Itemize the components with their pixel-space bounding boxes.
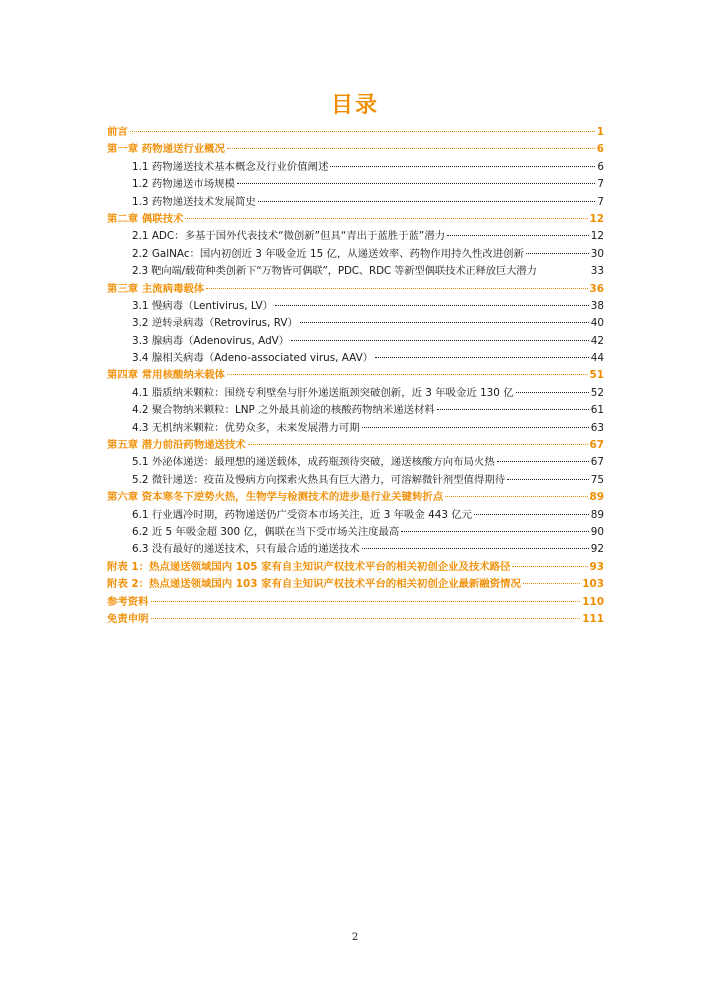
toc-entry-title: 3.2 逆转录病毒（Retrovirus, RV） — [132, 317, 298, 330]
toc-entry-title: 2.3 靶向端/载荷种类创新下“万物皆可偶联”，PDC、RDC 等新型偶联技术正释放巨大潜力 — [132, 265, 537, 278]
toc-entry-title: 6.2 近 5 年吸金超 300 亿，偶联在当下受市场关注度最高 — [132, 525, 400, 538]
toc-entry-title: 1.2 药物递送市场规模 — [132, 178, 235, 191]
table-of-contents — [107, 124, 604, 628]
toc-title: 目录 — [330, 93, 379, 118]
toc-entry-title: 3.1 慢病毒（Lentivirus, LV） — [132, 299, 273, 312]
toc-leader-dots — [275, 305, 589, 306]
toc-section-entry[interactable] — [107, 472, 604, 489]
toc-entry-title: 2.1 ADC：多基于国外代表技术“微创新”但具“青出于蓝胜于蓝”潜力 — [132, 230, 446, 243]
toc-section-entry[interactable] — [107, 333, 604, 350]
toc-leader-dots — [447, 235, 589, 236]
toc-chapter-entry[interactable] — [107, 281, 604, 298]
toc-entry-title: 2.2 GalNAc：国内初创近 3 年吸金近 15 亿，从递送效率、药物作用持久性改进创新 — [132, 247, 524, 260]
toc-section-entry[interactable] — [107, 176, 604, 193]
toc-entry-title: 第三章 主流病毒载体 — [107, 282, 205, 295]
toc-leader-dots — [507, 479, 589, 480]
toc-entry-title: 4.2 聚合物纳米颗粒：LNP 之外最具前途的核酸药物纳米递送材料 — [132, 404, 435, 417]
toc-entry-page: 52 — [590, 386, 604, 399]
toc-chapter-entry[interactable] — [107, 576, 604, 593]
toc-entry-page: 67 — [590, 456, 604, 469]
toc-entry-title: 前言 — [107, 126, 128, 138]
toc-entry-title: 4.3 无机纳米颗粒：优势众多，未来发展潜力可期 — [132, 421, 360, 434]
toc-entry-page: 44 — [590, 352, 604, 365]
toc-entry-page: 90 — [590, 525, 604, 538]
toc-entry-page: 51 — [589, 369, 604, 382]
toc-entry-page: 12 — [589, 212, 604, 225]
toc-section-entry[interactable] — [107, 263, 604, 280]
toc-section-entry[interactable] — [107, 454, 604, 471]
toc-section-entry[interactable] — [107, 194, 604, 211]
toc-entry-page: 93 — [589, 560, 604, 573]
toc-leader-dots — [151, 601, 581, 602]
toc-entry-title: 第四章 常用核酸纳米载体 — [107, 369, 225, 382]
toc-leader-dots — [512, 566, 587, 567]
toc-leader-dots — [526, 253, 589, 254]
toc-entry-page: 33 — [590, 265, 604, 278]
toc-leader-dots — [185, 218, 587, 219]
toc-section-entry[interactable] — [107, 315, 604, 332]
toc-entry-page: 40 — [590, 317, 604, 330]
toc-leader-dots — [523, 583, 580, 584]
toc-entry-title: 6.1 行业遇冷时期，药物递送仍广受资本市场关注，近 3 年吸金 443 亿元 — [132, 508, 473, 521]
toc-chapter-entry[interactable] — [107, 141, 604, 158]
toc-entry-title: 6.3 没有最好的递送技术，只有最合适的递送技术 — [132, 543, 360, 556]
toc-entry-title: 3.4 腺相关病毒（Adeno-associated virus, AAV） — [132, 352, 374, 365]
toc-entry-page: 89 — [590, 508, 604, 521]
page-number: 2 — [351, 932, 359, 943]
toc-section-entry[interactable] — [107, 402, 604, 419]
toc-entry-page: 63 — [590, 421, 604, 434]
toc-section-entry[interactable] — [107, 507, 604, 524]
toc-entry-page: 38 — [590, 299, 604, 312]
toc-leader-dots — [291, 340, 589, 341]
toc-entry-title: 3.3 腺病毒（Adenovirus, AdV） — [132, 334, 290, 347]
toc-leader-dots — [330, 166, 595, 167]
toc-entry-title: 附表 2：热点递送领域国内 103 家有自主知识产权技术平台的相关初创企业最新融资情况 — [107, 578, 521, 591]
toc-chapter-entry[interactable] — [107, 489, 604, 506]
toc-entry-title: 参考资料 — [107, 595, 149, 608]
toc-chapter-entry[interactable] — [107, 611, 604, 628]
toc-chapter-entry[interactable] — [107, 437, 604, 454]
toc-chapter-entry[interactable] — [107, 559, 604, 576]
toc-entry-title: 1.3 药物递送技术发展简史 — [132, 195, 256, 208]
toc-entry-page: 67 — [589, 439, 604, 452]
toc-leader-dots — [474, 514, 589, 515]
toc-entry-page: 12 — [590, 230, 604, 243]
toc-leader-dots — [497, 461, 589, 462]
toc-entry-title: 第一章 药物递送行业概况 — [107, 143, 225, 156]
toc-entry-page: 103 — [582, 578, 604, 591]
toc-leader-dots — [130, 131, 595, 132]
toc-entry-title: 5.2 微针递送：疫苗及慢病方向探索火热具有巨大潜力，可溶解微针剂型值得期待 — [132, 473, 506, 486]
toc-chapter-entry[interactable] — [107, 124, 604, 141]
toc-section-entry[interactable] — [107, 350, 604, 367]
toc-entry-page: 75 — [590, 473, 604, 486]
toc-entry-page: 61 — [590, 404, 604, 417]
toc-leader-dots — [362, 427, 589, 428]
toc-entry-page: 7 — [597, 195, 604, 208]
toc-entry-page: 1 — [596, 126, 604, 138]
toc-section-entry[interactable] — [107, 385, 604, 402]
toc-entry-page: 92 — [590, 543, 604, 556]
toc-leader-dots — [227, 148, 595, 149]
toc-leader-dots — [227, 374, 588, 375]
toc-entry-page: 7 — [597, 178, 604, 191]
toc-entry-title: 1.1 药物递送技术基本概念及行业价值阐述 — [132, 160, 329, 173]
toc-leader-dots — [248, 444, 588, 445]
toc-leader-dots — [362, 548, 589, 549]
toc-entry-page: 42 — [590, 334, 604, 347]
toc-entry-page: 110 — [582, 595, 604, 608]
toc-section-entry[interactable] — [107, 420, 604, 437]
toc-entry-title: 4.1 脂质纳米颗粒：围绕专利壁垒与肝外递送瓶颈突破创新，近 3 年吸金近 130 亿 — [132, 386, 514, 399]
toc-entry-page: 6 — [596, 143, 604, 156]
toc-chapter-entry[interactable] — [107, 594, 604, 611]
toc-entry-page: 30 — [590, 247, 604, 260]
toc-entry-page: 111 — [582, 612, 604, 625]
toc-entry-page: 36 — [589, 282, 604, 295]
toc-leader-dots — [516, 392, 589, 393]
toc-entry-title: 第六章 资本寒冬下逆势火热，生物学与检测技术的进步是行业关键转折点 — [107, 491, 444, 504]
toc-entry-title: 免责申明 — [107, 612, 149, 625]
toc-leader-dots — [206, 288, 587, 289]
toc-entry-title: 第二章 偶联技术 — [107, 212, 184, 225]
toc-entry-title: 5.1 外泌体递送：最理想的递送载体，成药瓶颈待突破，递送核酸方向布局火热 — [132, 456, 495, 469]
toc-leader-dots — [401, 531, 588, 532]
toc-entry-page: 6 — [597, 160, 604, 173]
toc-leader-dots — [237, 183, 595, 184]
toc-section-entry[interactable] — [107, 298, 604, 315]
toc-entry-title: 附表 1：热点递送领域国内 105 家有自主知识产权技术平台的相关初创企业及技术路径 — [107, 560, 511, 573]
toc-leader-dots — [445, 496, 587, 497]
toc-section-entry[interactable] — [107, 541, 604, 558]
toc-leader-dots — [300, 322, 589, 323]
toc-section-entry[interactable] — [107, 246, 604, 263]
toc-section-entry[interactable] — [107, 228, 604, 245]
toc-chapter-entry[interactable] — [107, 367, 604, 384]
toc-entry-title: 第五章 潜力前沿药物递送技术 — [107, 439, 246, 452]
toc-entry-page: 89 — [589, 491, 604, 504]
toc-leader-dots — [151, 618, 581, 619]
toc-section-entry[interactable] — [107, 524, 604, 541]
toc-leader-dots — [258, 201, 596, 202]
toc-chapter-entry[interactable] — [107, 211, 604, 228]
toc-leader-dots — [375, 357, 589, 358]
toc-section-entry[interactable] — [107, 159, 604, 176]
toc-leader-dots — [437, 409, 589, 410]
